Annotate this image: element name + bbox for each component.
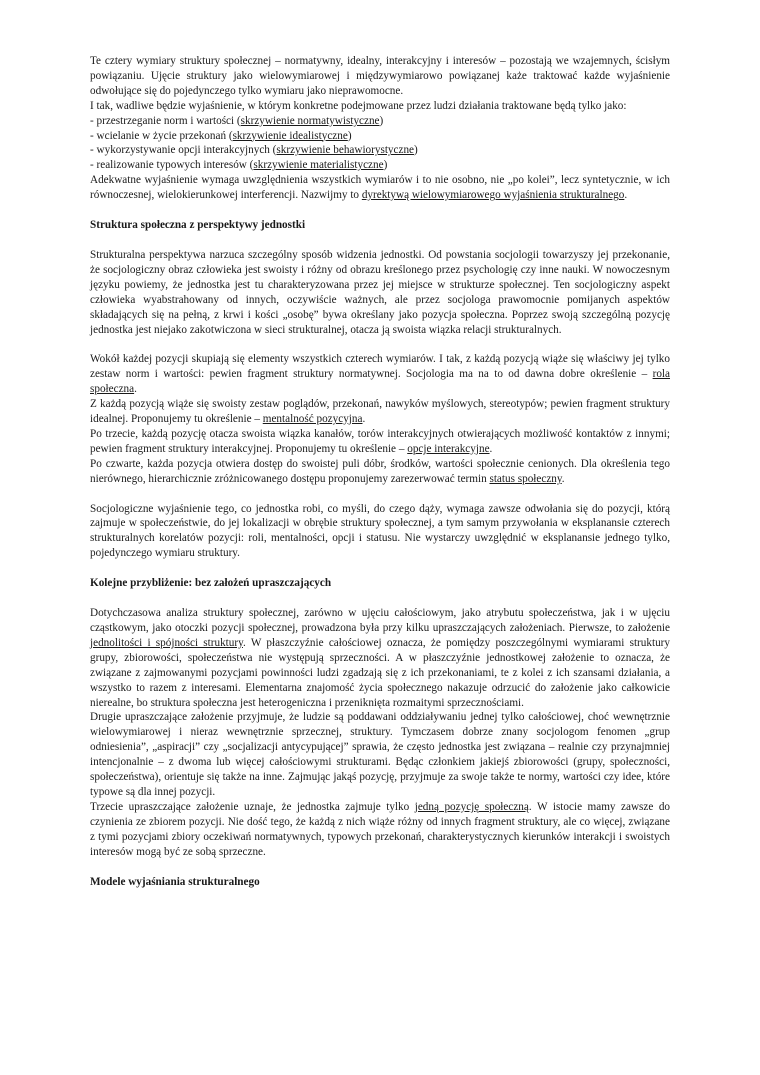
term: opcje interakcyjne xyxy=(407,442,490,455)
paragraph: Drugie upraszczające założenie przyjmuje, że ludzie są poddawani oddziaływaniu jednej tylko całościowej, choć wewnętrznie wielowymiarowej i nieraz wewnętrznie sprzecznej, struktury. Tymczasem dobrze znany socjologom fenomen „grup odniesienia”, „aspiracji” czy „socjalizacji antycypującej” sprawia, że często jednostka jest związana – realnie czy przynajmniej intencjonalnie – z dwoma lub więcej całościowymi strukturami. Będąc członkiem jakiejś zbiorowości (grupy, społeczności, społeczeństwa), orientuje się także na inne. Zajmując jakąś pozycję, przyjmuje za swoje także te normy, wartości czy idee, które typowe są dla innej pozycji. xyxy=(90,711,670,798)
term: skrzywienie behawiorystyczne xyxy=(276,144,415,157)
term: dyrektywą wielowymiarowego wyjaśnienia strukturalnego xyxy=(361,189,625,202)
paragraph: Socjologiczne wyjaśnienie tego, co jednostka robi, co myśli, do czego dąży, wymaga zawsze odwołania się do pozycji, którą zajmuje w społeczeństwie, do jej lokalizacji w obrębie struktury społecznej, a tym samym przywołania w eksplanansie czterech strukturalnych korelatów pozycji: roli, mentalności, opcji i statusu. Nie wystarczy uwzględnić w eksplanansie jednego tylko, pojedynczego wymiaru struktury. xyxy=(90,502,670,560)
paragraph: Po czwarte, każda pozycja otwiera dostęp do swoistej puli dóbr, środków, wartości społecznie cenionych. Dla określenia tego nierównego, hierarchicznie zróżnicowanego dostępu proponujemy zarezerwować termin status społeczny. xyxy=(90,457,670,485)
paragraph: Wokół każdej pozycji skupiają się elementy wszystkich czterech wymiarów. I tak, z każdą pozycją wiąże się właściwy jej tylko zestaw norm i wartości: pewien fragment struktury normatywnej. Socjologia ma na to od dawna dobre określenie – rola społeczna. xyxy=(90,353,670,396)
paragraph: Te cztery wymiary struktury społecznej – normatywny, idealny, interakcyjny i interesów – pozostają we wzajemnych, ścisłym powiązaniu. Ujęcie struktury jako wielowymiarowej i międzywymiarowo powiązanej każe traktować każde wyjaśnienie odwołujące się do pojedynczego tylko wymiaru jako nieprawomocne. xyxy=(90,55,670,97)
section-heading: Modele wyjaśniania strukturalnego xyxy=(90,875,260,888)
paragraph: Dotychczasowa analiza struktury społecznej, zarówno w ujęciu całościowym, jako atrybutu społeczeństwa, jak i w ujęciu cząstkowym, jako otoczki pozycji społecznej, prowadzona była przy kilku upraszczających założeniach. Pierwsze, to założenie jednolitości i spójności struktury. W płaszczyźnie całościowej oznacza, że pomiędzy poszczególnymi wymiarami struktury grupy, zbiorowości, społeczeństwa nie występują sprzeczności. A w płaszczyźnie jednostkowej założenie to oznacza, że związane z zajmowanymi pozycjami powinności ludzi zgadzają się z ich przekonaniami, te z kolei z ich szansami działania, a wszystko to razem z interesami. Elementarna znajomość życia społecznego nakazuje odrzucić do założenie jako całkowicie nierealne, bo struktura społeczna jest heterogeniczna i przeniknięta rozmaitymi sprzecznościami. xyxy=(90,607,670,709)
section-heading: Struktura społeczna z perspektywy jednostki xyxy=(90,219,306,232)
paragraph: Adekwatne wyjaśnienie wymaga uwzględnienia wszystkich wymiarów i to nie osobno, nie „po kolei”, lecz syntetycznie, w ich równoczesnej, wielokierunkowej interferencji. Nazwijmy to dyrektywą wielowymiarowego wyjaśnienia strukturalnego. xyxy=(90,174,670,202)
paragraph: Trzecie upraszczające założenie uznaje, że jednostka zajmuje tylko jedną pozycję społeczną. W istocie mamy zawsze do czynienia ze zbiorem pozycji. Nie dość tego, że każdą z nich wiąże różny od innych fragment struktury, ale co więcej, związane z tymi pozycjami zbiory oczekiwań normatywnych, typowych przekonań, charakterystycznych kierunków interakcji i swoistych interesów mogą być ze sobą sprzeczne. xyxy=(90,800,671,858)
list-item: - wcielanie w życie przekonań (skrzywienie idealistyczne) xyxy=(90,129,352,142)
term: skrzywienie idealistyczne xyxy=(232,129,348,142)
term: status społeczny xyxy=(489,472,562,485)
list-item: - przestrzeganie norm i wartości (skrzywienie normatywistyczne) xyxy=(90,114,384,127)
term: jedną pozycję społeczną xyxy=(414,800,529,813)
term: jednolitości i spójności struktury xyxy=(90,636,243,649)
document-page xyxy=(90,54,670,889)
paragraph: Po trzecie, każdą pozycję otacza swoista wiązka kanałów, torów interakcyjnych otwierających możliwość kontaktów z innymi; pewien fragment struktury interakcyjnej. Proponujemy tu określenie – opcje interakcyjne. xyxy=(90,427,670,455)
list-item: - wykorzystywanie opcji interakcyjnych (skrzywienie behawiorystyczne) xyxy=(90,144,418,157)
term: rola społeczna xyxy=(90,368,670,396)
term: skrzywienie materialistyczne xyxy=(253,159,384,172)
section-heading: Kolejne przybliżenie: bez założeń upraszczających xyxy=(90,577,332,590)
paragraph: Strukturalna perspektywa narzuca szczególny sposób widzenia jednostki. Od powstania socjologii towarzyszy jej przekonanie, że socjologiczny obraz człowieka jest swoisty i różny od obrazu kreślonego przez psychologię czy inne nauki. W nowoczesnym języku powiemy, że jednostka jest tu charakteryzowana przez jej miejsce w strukturze społecznej. Ten socjologiczny aspekt człowieka wyabstrahowany od innych, oczywiście ważnych, ale przez socjologa prawomocnie pomijanych aspektów składających się na pełną, z krwi i kości „osobę” bywa określany jako pozycja społeczna. Poprzez swoją szczególną pozycję jednostka jest niejako zakotwiczona w sieci strukturalnej, otacza ją swoista wiązka relacji strukturalnych. xyxy=(90,248,670,336)
term: skrzywienie normatywistyczne xyxy=(240,114,380,127)
paragraph: Z każdą pozycją wiąże się swoisty zestaw poglądów, przekonań, nawyków myślowych, stereotypów; pewien fragment struktury idealnej. Proponujemy tu określenie – mentalność pozycyjna. xyxy=(90,398,670,426)
list-item: - realizowanie typowych interesów (skrzywienie materialistyczne) xyxy=(90,159,388,172)
paragraph: I tak, wadliwe będzie wyjaśnienie, w którym konkretne podejmowane przez ludzi działania traktowane będą tylko jako: xyxy=(90,99,627,112)
term: mentalność pozycyjna xyxy=(262,413,363,426)
